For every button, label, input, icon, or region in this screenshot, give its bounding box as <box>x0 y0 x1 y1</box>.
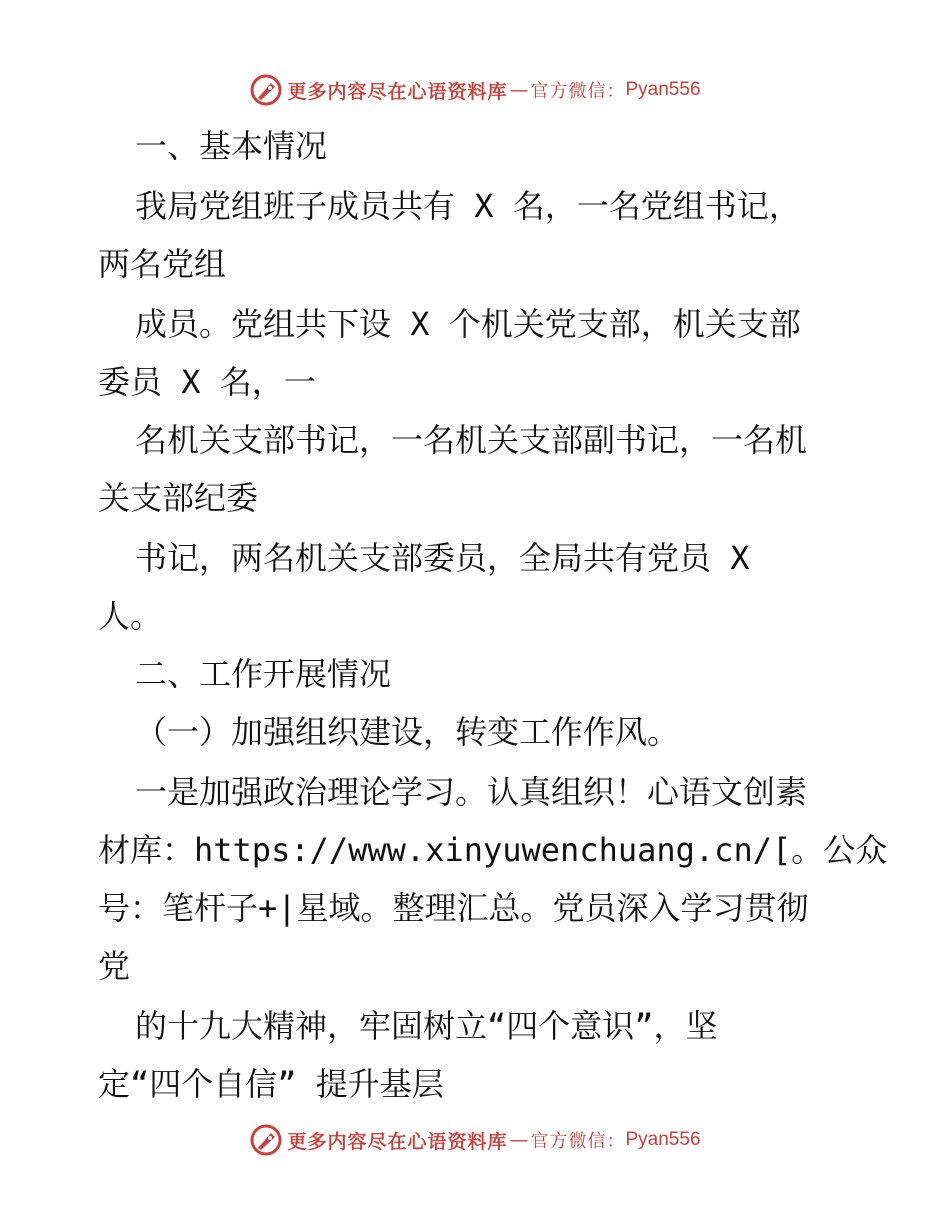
paragraph-line: 成员。党组共下设 X 个机关党支部，机关支部 <box>135 305 801 343</box>
paragraph-line: 两名党组 <box>98 245 227 283</box>
paragraph-line: 党 <box>98 947 131 985</box>
banner-wechat-id: Pyan556 <box>625 79 701 100</box>
paragraph-line: 定“四个自信” 提升基层 <box>98 1065 444 1103</box>
section-heading-basic: 一、基本情况 <box>135 127 328 165</box>
paragraph-line: 关支部纪委 <box>98 479 259 517</box>
paragraph-line: 人。 <box>98 597 163 635</box>
banner-text: 更多内容尽在心语资料库 <box>287 80 508 103</box>
banner-wechat-label: 官方微信： <box>530 81 626 102</box>
header-watermark-banner <box>0 70 950 110</box>
section-heading-work: 二、工作开展情况 <box>135 655 392 693</box>
paragraph-line: 材库：https://www.xinyuwenchuang.cn/[。公众 <box>98 831 888 869</box>
pen-nib-circle-icon <box>249 1123 283 1157</box>
banner-wechat-label: 官方微信： <box>530 1131 626 1152</box>
pen-nib-circle-icon <box>249 73 283 107</box>
paragraph-line: 的十九大精神，牢固树立“四个意识”，坚 <box>135 1007 718 1045</box>
paragraph-line: 书记，两名机关支部委员，全局共有党员 X <box>135 539 750 577</box>
paragraph-line: 名机关支部书记，一名机关支部副书记，一名机 <box>135 421 808 459</box>
paragraph-line: 我局党组班子成员共有 X 名，一名党组书记， <box>135 187 801 225</box>
paragraph-line: 委员 X 名，一 <box>98 363 316 401</box>
banner-wechat-id: Pyan556 <box>625 1129 701 1150</box>
banner-separator: — <box>509 1129 529 1151</box>
banner-separator: — <box>509 79 529 101</box>
subsection-heading: （一）加强组织建设，转变工作作风。 <box>135 713 680 751</box>
footer-watermark-banner <box>0 1120 950 1160</box>
banner-text: 更多内容尽在心语资料库 <box>287 1130 508 1153</box>
paragraph-line: 号：笔杆子+|星域。整理汇总。党员深入学习贯彻 <box>98 889 809 927</box>
paragraph-line: 一是加强政治理论学习。认真组织！心语文创素 <box>135 773 808 811</box>
